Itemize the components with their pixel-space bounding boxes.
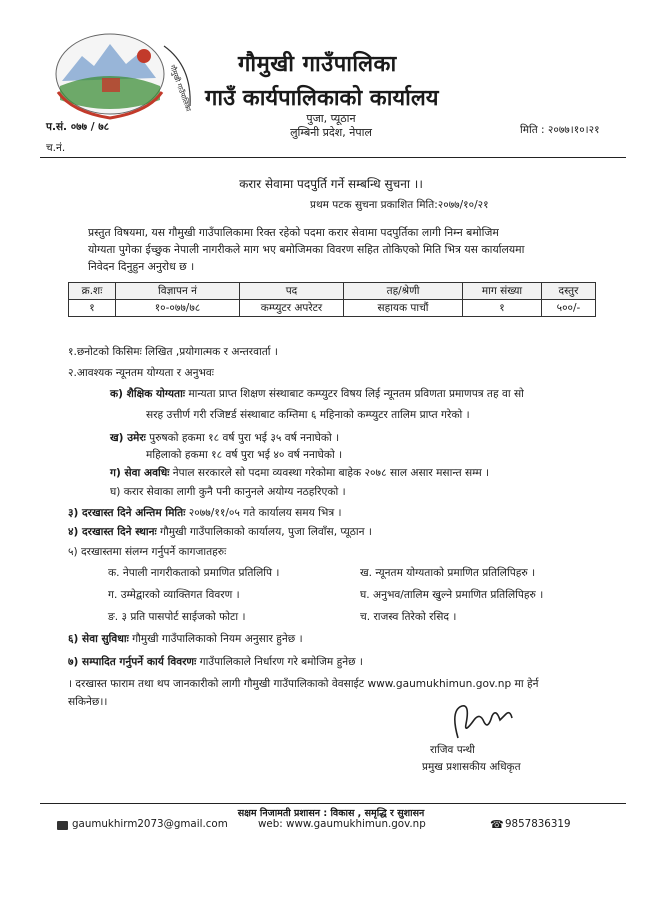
job-description-label: ७) सम्पादित गर्नुपर्ने कार्य विवरणः — [68, 656, 197, 668]
table-cell: सहायक पाचौं — [344, 300, 463, 317]
phone-icon: ☎ — [490, 818, 504, 831]
submission-place — [68, 525, 372, 539]
document-item: ग. उम्मेद्वारको व्याक्तिगत विवरण । — [108, 589, 240, 601]
office-place: पुजा, प्यूठान — [306, 112, 356, 125]
table-header: तह/श्रेणी — [344, 283, 463, 300]
documents-heading: ५) दरखास्तमा संलग्न गर्नुपर्ने कागजातहरुः — [68, 546, 227, 558]
office-province: लुम्बिनी प्रदेश, नेपाल — [290, 126, 372, 139]
job-description — [68, 655, 363, 669]
notice-title: करार सेवामा पदपुर्ति गर्ने सम्बन्धि सुचना ।। — [239, 177, 423, 191]
service-benefits-text: गौमुखी गाउँपालिकाको नियम अनुसार हुनेछ । — [128, 633, 303, 645]
education-text: मान्यता प्राप्त शिक्षण संस्थाबाट कम्प्युटर विषय लिई न्यूनतम प्रविणता प्रमाणपत्र तह वा सो — [184, 388, 524, 400]
service-benefits — [68, 632, 303, 646]
footer-rule — [40, 803, 626, 804]
header-rule — [40, 157, 626, 158]
eligibility-note: घ) करार सेवाका लागी कुनै पनी कानुनले अयोग्य नठहरिएको । — [110, 486, 346, 498]
selection-method: १.छनोटको किसिमः लिखित ,प्रयोगात्मक र अन्तरवार्ता । — [68, 346, 278, 358]
service-period-label: ग) सेवा अवधिः — [110, 467, 170, 479]
qualification-heading: २.आवश्यक न्यूनतम योग्यता र अनुभवः — [68, 367, 214, 379]
published-date: प्रथम पटक सुचना प्रकाशित मिति:२०७७/१०/२१ — [310, 199, 489, 211]
footer-phone: 9857836319 — [505, 818, 571, 830]
table-row — [69, 300, 596, 317]
office-name: गाउँ कार्यपालिकाको कार्यालय — [205, 86, 439, 111]
document-item: च. राजस्व तिरेको रसिद । — [360, 611, 457, 623]
signature-mark — [440, 700, 520, 744]
signatory-designation: प्रमुख प्रशासकीय अधिकृत — [422, 761, 521, 773]
last-date — [68, 506, 342, 520]
age-label: ख) उमेरः — [110, 432, 146, 444]
email-icon — [57, 821, 68, 830]
table-cell: १ — [463, 300, 542, 317]
table-header-row — [69, 283, 596, 300]
table-cell: १०-०७७/७८ — [116, 300, 240, 317]
table-header: विज्ञापन नं — [116, 283, 240, 300]
table-header: माग संख्या — [463, 283, 542, 300]
age-female: महिलाको हकमा १८ वर्ष पुरा भई ४० वर्ष ननाघेको । — [146, 449, 343, 461]
document-item: क. नेपाली नागरीकताको प्रमाणित प्रतिलिपि । — [108, 567, 280, 579]
reference-number: प.सं. ०७७ / ७८ — [46, 121, 110, 133]
org-name: गौमुखी गाउँपालिका — [238, 52, 397, 77]
intro-line: निवेदन दिनुहुन अनुरोध छ । — [88, 260, 195, 273]
submission-place-text: गौमुखी गाउँपालिकाको कार्यालय, पुजा लिवाँस, प्यूठान । — [156, 526, 372, 538]
footer-email: gaumukhirm2073@gmail.com — [72, 818, 228, 830]
service-period — [110, 466, 489, 480]
table-cell: ५००/- — [542, 300, 596, 317]
service-period-text: नेपाल सरकारले सो पदमा व्यवस्था गरेकोमा बाहेक २०७८ साल असार मसान्त सम्म । — [169, 467, 490, 479]
table-cell: कम्प्युटर अपरेटर — [240, 300, 344, 317]
footer-motto: सक्षम निजामती प्रशासन : विकास , समृद्धि र सुशासन — [237, 808, 425, 819]
logo-text: गौमुखी गाउँपालिका — [168, 63, 193, 113]
submission-place-label: ४) दरखास्त दिने स्थानः — [68, 526, 157, 538]
notice-intro — [88, 224, 588, 275]
intro-line: प्रस्तुत विषयमा, यस गौमुखी गाउँपालिकामा रिक्त रहेको पदमा करार सेवामा पदपुर्तिका लागी निम्न बमोजिम — [88, 226, 499, 239]
education-label: क) शैक्षिक योग्यताः — [110, 388, 185, 400]
document-item: ङ. ३ प्रति पासपोर्ट साईजको फोटा । — [108, 611, 246, 623]
last-date-text: २०७७/११/०५ गते कार्यालय समय भित्र । — [185, 507, 342, 519]
footer-website: web: www.gaumukhimun.gov.np — [258, 818, 426, 830]
document-item: ख. न्यूनतम योग्यताको प्रमाणित प्रतिलिपिहरु । — [360, 567, 536, 579]
table-header: पद — [240, 283, 344, 300]
table-cell: १ — [69, 300, 116, 317]
intro-line: योग्यता पुगेका ईच्छुक नेपाली नागरीकले माग भए बमोजिमका विवरण सहित तोकिएको मिति भित्र यस कार्यालयमा — [88, 243, 525, 256]
education-requirement — [110, 387, 524, 401]
letter-date: मिति : २०७७।१०।२१ — [520, 124, 600, 136]
table-header: क्र.शः — [69, 283, 116, 300]
service-benefits-label: ६) सेवा सुविधाः — [68, 633, 129, 645]
table-header: दस्तुर — [542, 283, 596, 300]
dispatch-number: च.नं. — [46, 142, 66, 154]
website-note: । दरखास्त फाराम तथा थप जानकारीको लागी गौमुखी गाउँपालिकाको वेवसाईट www.gaumukhimun.gov.np मा हेर्न — [68, 678, 539, 690]
website-note-continuation: सकिनेछ।। — [68, 696, 108, 708]
last-date-label: ३) दरखास्त दिने अन्तिम मितिः — [68, 507, 186, 519]
signatory-name: राजिव पन्थी — [430, 744, 475, 756]
job-description-text: गाउँपालिकाले निर्धारण गरे बमोजिम हुनेछ । — [196, 656, 363, 668]
education-continuation: सरह उत्तीर्ण गरी रजिष्टर्ड संस्थाबाट कम्तिमा ६ महिनाको कम्प्युटर तालिम प्राप्त गरेको । — [146, 409, 470, 421]
document-item: घ. अनुभव/तालिम खुल्ने प्रमाणित प्रतिलिपिहरु । — [360, 589, 544, 601]
age-requirement — [110, 431, 339, 445]
age-text: पुरुषको हकमा १८ वर्ष पुरा भई ३५ वर्ष ननाघेको । — [145, 432, 340, 444]
vacancy-table — [68, 282, 596, 317]
